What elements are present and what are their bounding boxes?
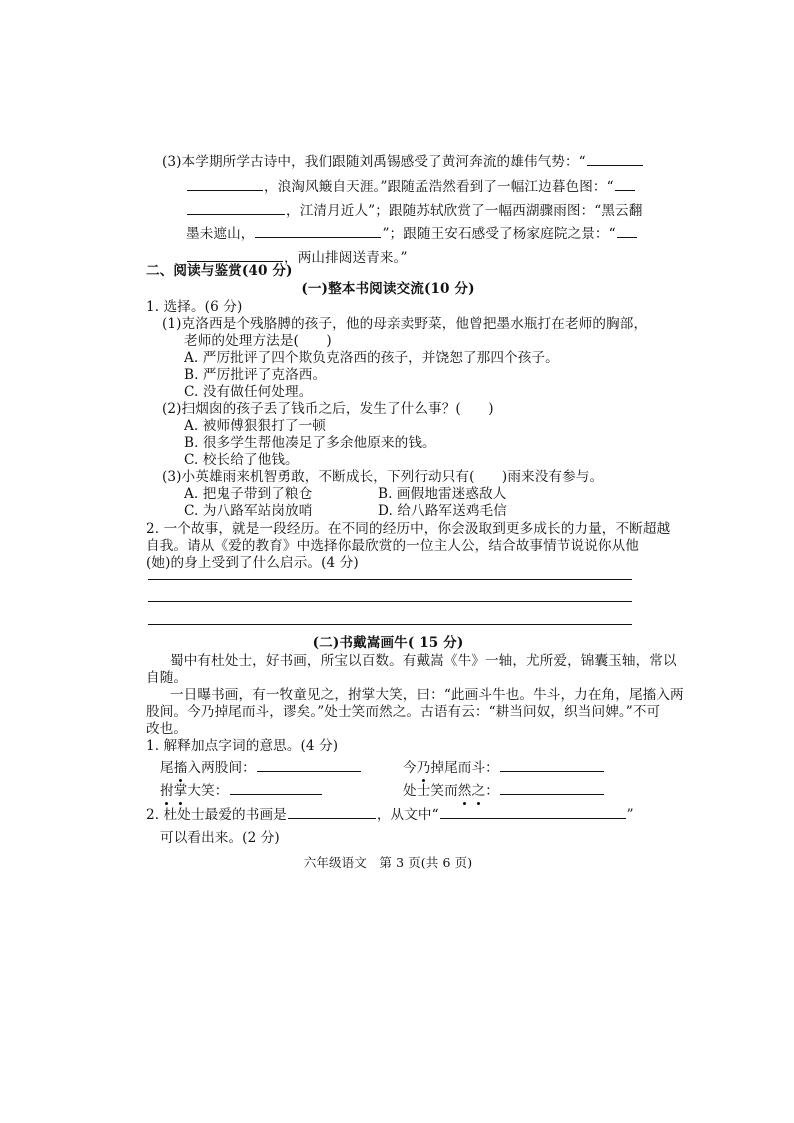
q1-1-option-b: B. 严厉批评了克洛西。 (184, 367, 327, 383)
q1-3-option-c: C. 为八路军站岗放哨 (184, 503, 313, 519)
answer-blank[interactable] (500, 759, 604, 772)
q2-line-1: 2. 一个故事，就是一段经历。在不同的经历中，你会汲取到更多成长的力量，不断超越 (146, 521, 671, 537)
p2-q2-line-2: 可以看出来。(2 分) (160, 830, 280, 846)
answer-blank[interactable] (587, 153, 643, 166)
part-2-title: (二)书戴嵩画牛( 15 分) (312, 635, 464, 651)
passage-line-4: 股间。今乃掉尾而斗，谬矣。”处士笑而然之。古语有云：“耕当问奴，织当问婢。”不可 (146, 704, 661, 720)
q1-1-option-a: A. 严厉批评了四个欺负克洛西的孩子，并饶恕了那四个孩子。 (184, 350, 559, 366)
word-item-1: 尾搐入两股间： (160, 759, 362, 777)
dotted-char: 掌 (173, 783, 188, 799)
word-item-3: 拊掌大笑： (160, 782, 323, 800)
section-2-title: 二、阅读与鉴赏(40 分) (146, 263, 293, 279)
q1-3-stem: (3)小英雄雨来机智勇敢，不断成长，下列行动只有( )雨来没有参与。 (162, 469, 604, 485)
p2-q1-stem: 1. 解释加点字词的意思。(4 分) (146, 738, 339, 754)
answer-line[interactable] (148, 624, 632, 625)
passage-line-5: 改也。 (146, 721, 188, 737)
answer-blank[interactable] (288, 806, 376, 819)
poem-line-4: 墨未遮山， ”；跟随王安石感受了杨家庭院之景：“ (186, 225, 638, 243)
answer-line[interactable] (148, 601, 632, 602)
dotted-char: 搐 (173, 760, 188, 776)
p2-q2-line-1: 2. 杜处士最爱的书画是 ，从文中“ ” (146, 807, 634, 823)
q1-3-option-d: D. 给八路军送鸡毛信 (378, 503, 507, 519)
passage-line-2: 自随。 (146, 670, 188, 686)
dotted-char: 然 (457, 783, 472, 799)
passage-line-1: 蜀中有杜处士，好书画，所宝以百数。有戴嵩《牛》一轴，尤所爱，锦囊玉轴，常以 (170, 653, 677, 669)
q1-1-line-2: 老师的处理方法是( ) (184, 333, 332, 349)
poem-line-2: ，浪淘风簸自天涯。”跟随孟浩然看到了一幅江边暮色图：“ (186, 178, 636, 196)
q1-1-option-c: C. 没有做任何处理。 (184, 384, 313, 400)
dotted-char: 拊 (160, 783, 174, 799)
q1-stem: 1. 选择。(6 分) (146, 299, 243, 315)
answer-blank[interactable] (500, 782, 604, 795)
answer-blank[interactable] (230, 782, 322, 795)
answer-blank[interactable] (617, 225, 637, 238)
word-item-4: 处士笑而然之： (403, 782, 605, 800)
poem-line-1: (3)本学期所学古诗中，我们跟随刘禹锡感受了黄河奔流的雄伟气势：“ (162, 153, 644, 171)
answer-blank[interactable] (257, 759, 361, 772)
part-1-title: (一)整本书阅读交流(10 分) (301, 281, 475, 297)
poem-line-3: ，江清月近人”；跟随苏轼欣赏了一幅西湖骤雨图：“黑云翻 (186, 202, 642, 220)
passage-line-3: 一日曝书画，有一牧童见之，拊掌大笑，曰：“此画斗牛也。牛斗，力在角，尾搐入两 (170, 687, 684, 703)
q1-2-option-b: B. 很多学生帮他凑足了多余他原来的钱。 (184, 435, 436, 451)
q1-2-option-c: C. 校长给了他钱。 (184, 452, 299, 468)
q1-2-stem: (2)扫烟囱的孩子丢了钱币之后，发生了什么事？( ) (162, 401, 494, 417)
answer-blank[interactable] (187, 202, 285, 215)
word-item-2: 今乃掉尾而斗： (403, 759, 605, 777)
answer-blank[interactable] (187, 249, 283, 262)
q2-line-3: (她)的身上受到了什么启示。(4 分) (146, 555, 359, 571)
q1-3-option-a: A. 把鬼子带到了粮仓 (184, 486, 313, 502)
q1-2-option-a: A. 被师傅狠狠打了一顿 (184, 418, 327, 434)
answer-blank[interactable] (255, 225, 381, 238)
answer-blank[interactable] (187, 178, 263, 191)
q1-3-option-b: B. 画假地雷迷惑敌人 (378, 486, 507, 502)
q2-line-2: 自我。请从《爱的教育》中选择你最欣赏的一位主人公，结合故事情节说说你从他 (146, 538, 639, 554)
answer-blank[interactable] (615, 178, 635, 191)
dotted-char: 乃 (416, 760, 431, 776)
q1-1-line-1: (1)克洛西是个残胳膊的孩子，他的母亲卖野菜，他曾把墨水瓶打在老师的胸部， (162, 316, 648, 332)
page-footer: 六年级语文 第 3 页(共 6 页) (303, 855, 473, 870)
answer-blank[interactable] (440, 806, 626, 819)
dotted-char: 之 (471, 783, 486, 799)
poem-line-5: ，两山排闼送青来。” (186, 249, 408, 267)
answer-line[interactable] (148, 579, 632, 580)
